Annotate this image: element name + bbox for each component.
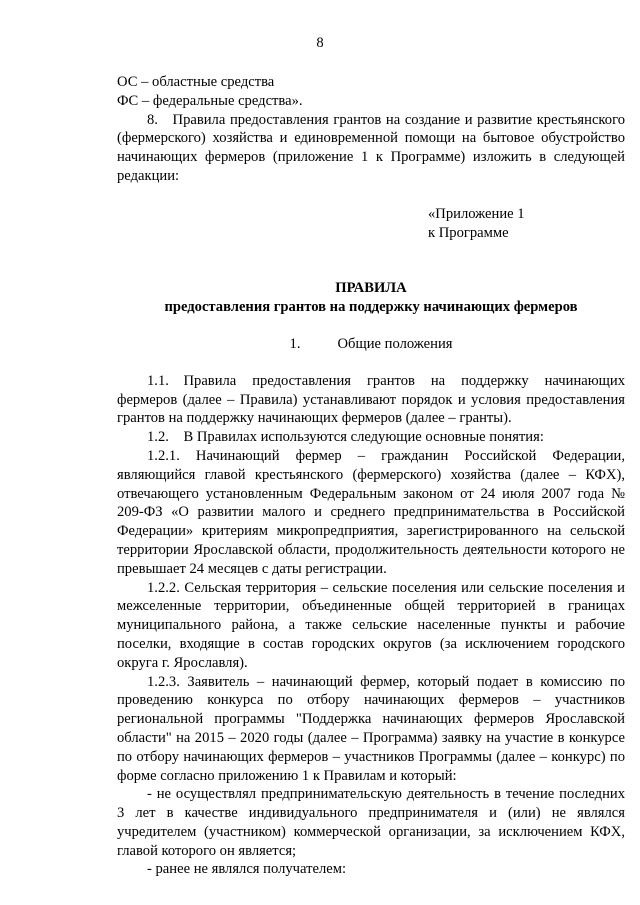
text-line-os: ОС – областные средства bbox=[117, 74, 275, 90]
list-item-condition-2: - ранее не являлся получателем: bbox=[147, 861, 346, 878]
section-heading bbox=[117, 335, 625, 354]
appendix-reference bbox=[428, 205, 625, 243]
appendix-line-2: к Программе bbox=[428, 224, 509, 241]
section-number: 1. bbox=[289, 335, 301, 352]
paragraph-1-1: 1.1. Правила предоставления грантов на поддержку начинающих фермеров (далее – Правила) устанавливают порядок и условия предоставления грантов на поддержку начинающих фермеров (далее – гранты). bbox=[117, 372, 625, 427]
document-title-block bbox=[117, 279, 625, 317]
appendix-line-1: «Приложение 1 bbox=[428, 205, 525, 222]
text-line-fs: ФС – федеральные средства». bbox=[117, 92, 303, 109]
page-number: 8 bbox=[316, 35, 324, 51]
paragraph-item-8: 8. Правила предоставления грантов на создание и развитие крестьянского (фермерского) хозяйства и единовременной помощи на бытовое обустройство начинающих фермеров (приложение 1 к Программе) изложить в следующей редакции: bbox=[117, 111, 625, 184]
list-item-condition-1: - не осуществлял предпринимательскую деятельность в течение последних 3 лет в качестве индивидуального предпринимателя и (или) не являлся учредителем (участником) коммерческой организации, за исключением КФХ, главой которого он является; bbox=[117, 786, 625, 859]
section-title: Общие положения bbox=[337, 335, 453, 352]
paragraph-1-2: 1.2. В Правилах используются следующие основные понятия: bbox=[147, 429, 544, 446]
document-title: ПРАВИЛА bbox=[335, 280, 407, 297]
paragraph-1-2-3: 1.2.3. Заявитель – начинающий фермер, который подает в комиссию по проведению конкурса по отбору начинающих фермеров – участников региональной программы "Поддержка начинающих фермеров Ярославской области" на 2015 – 2020 годы (далее – Программа) заявку на участие в конкурсе по отбору начинающих фермеров – участников Программы (далее – конкурс) по форме согласно приложению 1 к Правилам и который: bbox=[117, 673, 625, 784]
document-body bbox=[117, 73, 625, 879]
paragraph-1-2-1: 1.2.1. Начинающий фермер – гражданин Российской Федерации, являющийся главой крестьянского (фермерского) хозяйства (далее – КФХ), отвечающего установленным Федеральным законом от 24 июля 2007 года № 209-ФЗ «О развитии малого и среднего предпринимательства в Российской Федерации» критериям микропредприятия, зарегистрированного на сельской территории Ярославской области, продолжительность деятельности которого не превышает 24 месяцев с даты регистрации. bbox=[117, 447, 625, 577]
document-subtitle: предоставления грантов на поддержку начинающих фермеров bbox=[164, 299, 578, 316]
paragraph-1-2-2: 1.2.2. Сельская территория – сельские поселения или сельские поселения и межселенные территории, объединенные общей территорией в границах муниципального района, а также сельские населенные пункты и рабочие поселки, входящие в состав городских округов (за исключением городского округа г. Ярославля). bbox=[117, 579, 625, 671]
